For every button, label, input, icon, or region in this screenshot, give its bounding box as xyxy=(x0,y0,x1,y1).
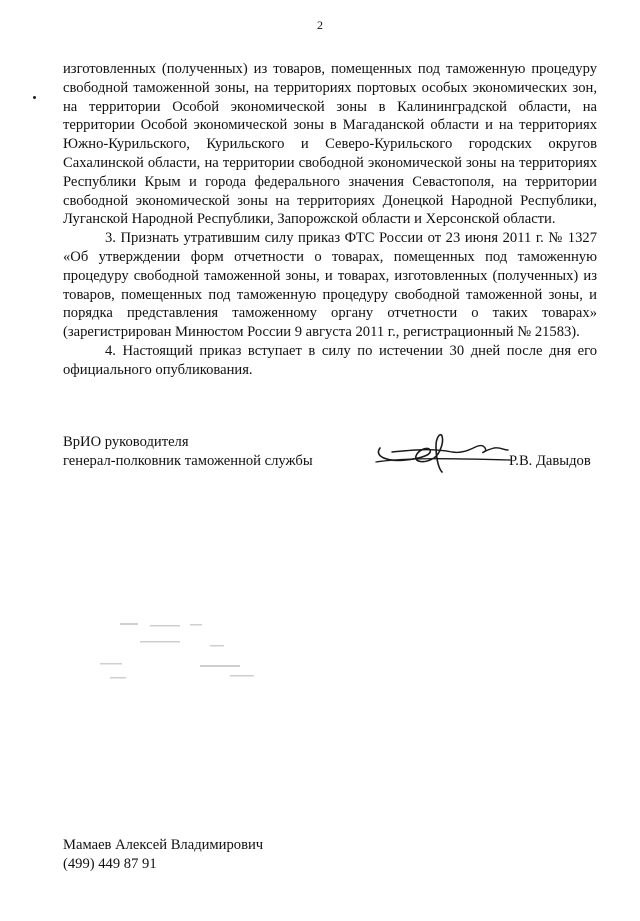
executor-name: Мамаев Алексей Владимирович xyxy=(63,837,264,853)
signatory-title-line-2: генерал-полковник таможенной службы xyxy=(63,453,313,469)
executor-phone: (499) 449 87 91 xyxy=(63,856,157,872)
paragraph-item-4: 4. Настоящий приказ вступает в силу по истечении 30 дней после дня его официального опубликования. xyxy=(63,342,597,378)
scan-artifacts xyxy=(80,615,280,695)
page-number: 2 xyxy=(317,18,323,32)
signatory-name: Р.В. Давыдов xyxy=(509,453,591,469)
paragraph-continuation: изготовленных (полученных) из товаров, помещенных под таможенную процедуру свободной таможенной зоны, на территориях портовых особых экономических зон, на территории Особой экономической зоны в Калининградской области, на территории Особой экономической зоны в Магаданской области и на территориях Южно-Курильского, Курильского и Северо-Курильского городских округов Сахалинской области, на территории свободной экономической зоны на территориях Республики Крым и города федерального значения Севастополя, на территории свободной экономической зоны на территориях Донецкой Народной Республики, Луганской Народной Республики, Запорожской области и Херсонской области. xyxy=(63,61,597,228)
signatory-title-line-1: ВрИО руководителя xyxy=(63,434,189,450)
margin-dot xyxy=(33,96,36,99)
handwritten-signature xyxy=(372,428,512,474)
document-body xyxy=(63,60,597,380)
executor-info xyxy=(63,836,263,874)
paragraph-item-3: 3. Признать утратившим силу приказ ФТС России от 23 июня 2011 г. № 1327 «Об утверждении форм отчетности о товарах, помещенных под таможенную процедуру свободной таможенной зоны, и товарах, изготовленных (полученных) из товаров, помещенных под таможенную процедуру свободной таможенной зоны, и порядка представления таможенному органу отчетности о таких товарах» (зарегистрирован Минюстом России 9 августа 2011 г., регистрационный № 21583). xyxy=(63,230,597,341)
